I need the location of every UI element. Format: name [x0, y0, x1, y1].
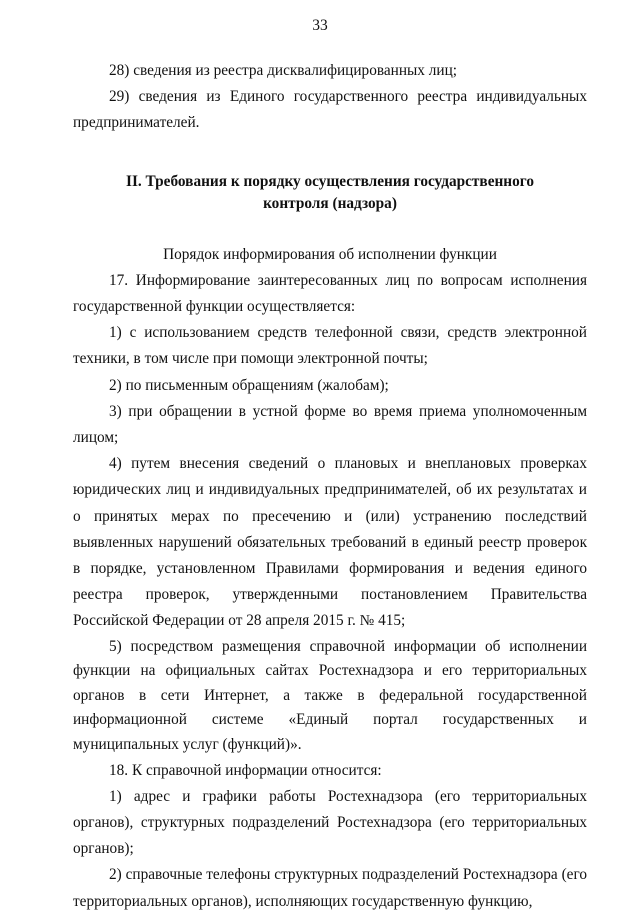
paragraph-17-item-1: 1) с использованием средств телефонной связи, средств электронной техники, в том числе при помощи электронной почты; — [73, 324, 587, 368]
paragraph-17-item-2: 2) по письменным обращениям (жалобам); — [109, 376, 389, 394]
subheading: Порядок информирования об исполнении функции — [163, 245, 497, 263]
page-number: 33 — [312, 17, 328, 34]
section-heading: II. Требования к порядку осуществления государственного контроля (надзора) — [126, 172, 534, 212]
paragraph-18-item-2: 2) справочные телефоны структурных подразделений Ростехнадзора (его территориальных органов), исполняющих государственную функцию, — [73, 866, 587, 910]
paragraph-item-29: 29) сведения из Единого государственного реестра индивидуальных предпринимателей. — [73, 88, 587, 132]
paragraph-17-item-3: 3) при обращении в устной форме во время приема уполномоченным лицом; — [73, 402, 587, 447]
paragraph-18-item-1: 1) адрес и графики работы Ростехнадзора (его территориальных органов), структурных подразделений Ростехнадзора (его территориальных органов); — [73, 787, 587, 858]
paragraph-17-item-4: 4) путем внесения сведений о плановых и внеплановых проверках юридических лиц и индивидуальных предпринимателей, об их результатах и о принятых мерах по пресечению и (или) устранению последствий выявленных нарушений обязательных требований в единый реестр проверок в порядке, установленном Правилами формирования и ведения единого реестра проверок, утвержденными постановлением Правительства Российской Федерации от 28 апреля 2015 г. № 415; — [73, 455, 587, 630]
paragraph-item-28: 28) сведения из реестра дисквалифицированных лиц; — [109, 62, 458, 79]
paragraph-17-item-5: 5) посредством размещения справочной информации об исполнении функции на официальных сайтах Ростехнадзора и его территориальных органов в сети Интернет, а также в федеральной государственной информационной системе «Единый портал государственных и муниципальных услуг (функций)». — [73, 637, 587, 754]
document-body — [73, 58, 587, 915]
paragraph-18: 18. К справочной информации относится: — [109, 761, 382, 779]
paragraph-17: 17. Информирование заинтересованных лиц по вопросам исполнения государственной функции осуществляется: — [73, 271, 587, 316]
